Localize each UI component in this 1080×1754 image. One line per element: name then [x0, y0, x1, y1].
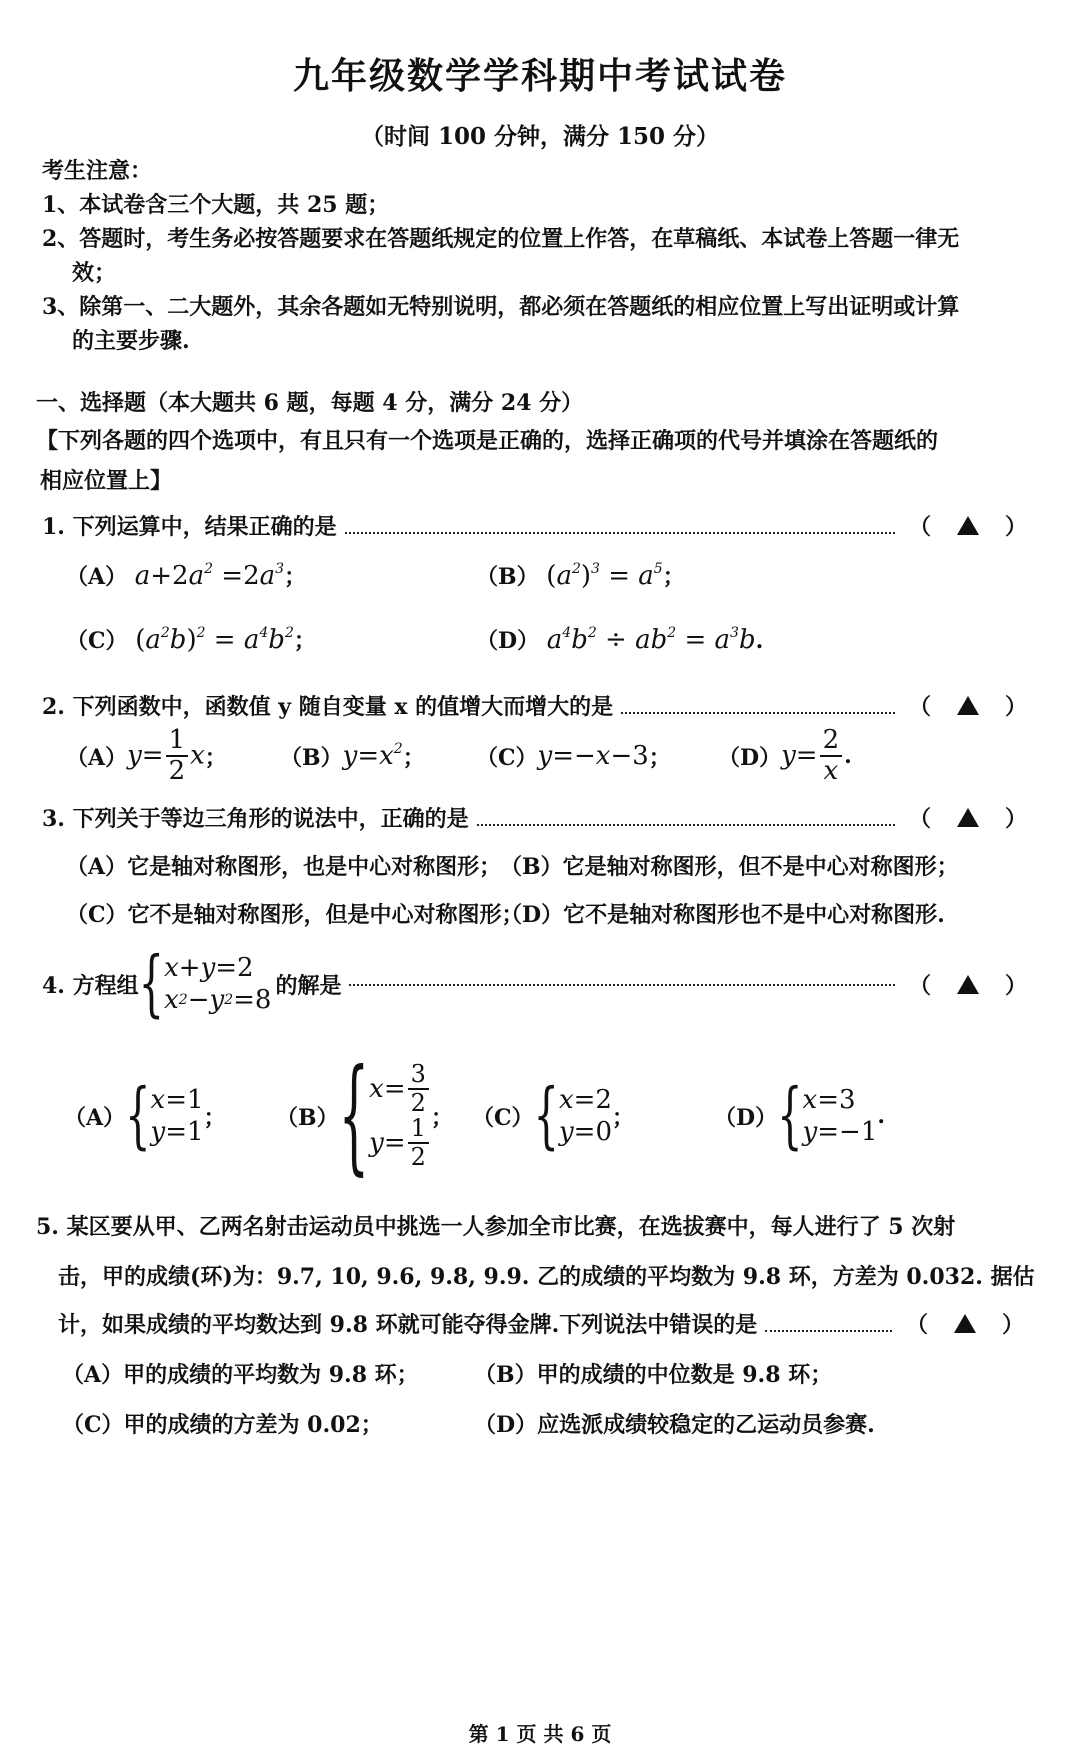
q5-stem-2: 击，甲的成绩(环)为：9.7, 10, 9.6, 9.8, 9.9. 乙的成绩的平均数为 9.8 环，方差为 0.032. 据估: [58, 1264, 1035, 1290]
q4-option-a: （A） { x =1 y =1 ；: [64, 1074, 226, 1158]
math-expression: y= $\frac{2}{x}$: [781, 727, 844, 786]
answer-blank: （ ）: [908, 514, 1027, 540]
equation-system: { x =3 y =−1: [777, 1074, 878, 1158]
math-expression: $y=x^2$: [342, 741, 403, 771]
answer-blank: （ ）: [908, 972, 1027, 999]
note-item-2-cont: 效；: [72, 260, 117, 286]
left-brace: {: [138, 942, 165, 1026]
left-brace: {: [125, 1074, 151, 1158]
leader-dots: [345, 531, 895, 534]
q3-option-d: （D）它不是轴对称图形也不是中心对称图形.: [500, 902, 945, 928]
leader-dots: [477, 823, 895, 826]
equation-system: { x =1 y =1: [125, 1074, 204, 1158]
note-item-2: 2、答题时，考生务必按答题要求在答题纸规定的位置上作答，在草稿纸、本试卷上答题一律无: [42, 226, 960, 252]
triangle-icon: [954, 1314, 976, 1333]
triangle-icon: [957, 516, 979, 535]
answer-blank: （ ）: [908, 694, 1027, 720]
left-brace: {: [777, 1074, 803, 1158]
q3-stem-line: [42, 802, 1027, 833]
math-expression: $a^4b^2 \div ab^2 = a^3b$: [546, 625, 756, 655]
q1-stem: 1. 下列运算中，结果正确的是: [42, 514, 337, 540]
answer-blank: （ ）: [908, 806, 1027, 832]
q2-option-a: （A） y= $\frac{1}{2}$ x ；: [66, 724, 227, 786]
left-brace: {: [338, 1043, 370, 1189]
q5-stem-3: 计，如果成绩的平均数达到 9.8 环就可能夺得金牌.下列说法中错误的是: [58, 1312, 758, 1338]
q4-option-d: （D） { x =3 y =−1 .: [714, 1074, 886, 1158]
q4-stem-post: 的解是: [275, 972, 342, 999]
q3-option-a: （A）它是轴对称图形，也是中心对称图形；: [66, 854, 502, 880]
q4-option-b: （B） { x = $\frac{3}{2}$ y = $\frac{1}{2}$ ；: [276, 1043, 453, 1189]
section-instruction-2: 相应位置上】: [40, 468, 173, 494]
answer-blank: （ ）: [905, 1312, 1024, 1338]
notes-heading: 考生注意：: [42, 158, 153, 184]
leader-dots: [621, 711, 895, 714]
triangle-icon: [957, 696, 979, 715]
section-heading: 一、选择题（本大题共 6 题，每题 4 分，满分 24 分）: [36, 390, 584, 416]
equation-system: { x = $\frac{3}{2}$ y = $\frac{1}{2}$: [339, 1062, 431, 1171]
q2-stem-line: [42, 690, 1027, 721]
math-expression: $a+2a^2 =2a^3$: [134, 561, 285, 591]
note-item-1: 1、本试卷含三个大题，共 25 题；: [42, 192, 390, 218]
leader-dots: [349, 983, 895, 986]
q1-option-c: （C） $(a^2b)^2 = a^4b^2$；: [66, 625, 316, 655]
q2-option-d: （D） y= $\frac{2}{x}$ .: [718, 724, 852, 786]
note-item-3-cont: 的主要步骤.: [72, 328, 190, 354]
q3-option-b: （B）它是轴对称图形，但不是中心对称图形；: [500, 854, 959, 880]
equation-system: { x =2 y =0: [533, 1074, 612, 1158]
q1-option-a: （A） $a+2a^2 =2a^3$；: [66, 561, 307, 591]
math-expression: y= $\frac{1}{2}$ x: [127, 724, 205, 786]
q1-option-d: （D） $a^4b^2 \div ab^2 = a^3b$.: [476, 625, 764, 655]
exam-subtitle: （时间 100 分钟，满分 150 分）: [360, 123, 720, 150]
q4-stem-line: [42, 942, 1027, 1026]
q2-option-c: （C） y=−x−3 ；: [476, 741, 671, 771]
q4-stem-pre: 4. 方程组: [42, 972, 139, 999]
page-footer: 第 1 页 共 6 页: [468, 1722, 612, 1746]
triangle-icon: [957, 808, 979, 827]
equation-system: { x + y =2 x 2 − y 2 =8: [138, 942, 272, 1026]
q2-option-b: （B） $y=x^2$ ；: [280, 741, 425, 771]
leader-dots: [765, 1329, 892, 1332]
left-brace: {: [533, 1074, 559, 1158]
q3-stem: 3. 下列关于等边三角形的说法中，正确的是: [42, 806, 469, 832]
q2-stem: 2. 下列函数中，函数值 y 随自变量 x 的值增大而增大的是: [42, 694, 614, 720]
q5-option-d: （D）应选派成绩较稳定的乙运动员参赛.: [474, 1412, 875, 1438]
q5-stem-1: 5. 某区要从甲、乙两名射击运动员中挑选一人参加全市比赛，在选拔赛中，每人进行了 5 次射: [36, 1214, 956, 1240]
math-expression: $(a^2)^3 = a^5$: [546, 561, 663, 591]
q5-option-a: （A）甲的成绩的平均数为 9.8 环；: [62, 1362, 419, 1388]
section-instruction-1: 【下列各题的四个选项中，有且只有一个选项是正确的，选择正确项的代号并填涂在答题纸的: [36, 428, 939, 454]
q5-stem-line: [58, 1308, 1024, 1339]
q5-option-b: （B）甲的成绩的中位数是 9.8 环；: [474, 1362, 833, 1388]
q5-option-c: （C）甲的成绩的方差为 0.02；: [62, 1412, 383, 1438]
exam-title: 九年级数学学科期中考试试卷: [292, 55, 787, 97]
triangle-icon: [957, 975, 979, 994]
q4-option-c: （C） { x =2 y =0 ；: [472, 1074, 635, 1158]
note-item-3: 3、除第一、二大题外，其余各题如无特别说明，都必须在答题纸的相应位置上写出证明或计算: [42, 294, 960, 320]
math-expression: y=−x−3: [537, 741, 649, 771]
math-expression: $(a^2b)^2 = a^4b^2$: [135, 625, 294, 655]
q1-option-b: （B） $(a^2)^3 = a^5$；: [476, 561, 685, 591]
q3-option-c: （C）它不是轴对称图形，但是中心对称图形；: [66, 902, 524, 928]
q1-stem-line: [42, 510, 1027, 541]
